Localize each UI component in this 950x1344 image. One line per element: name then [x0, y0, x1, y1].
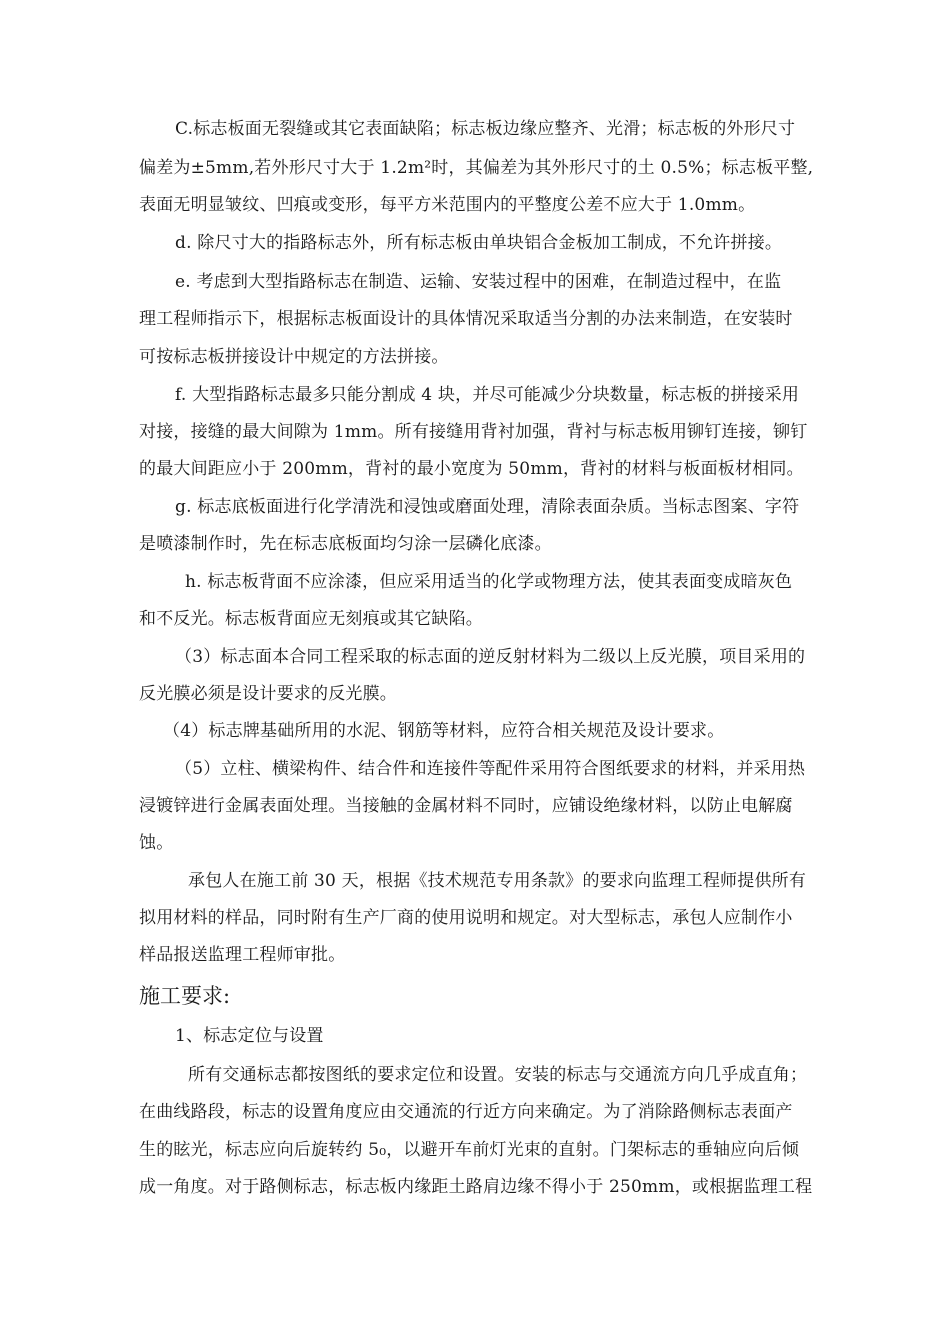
text-line: 拟用材料的样品，同时附有生产厂商的使用说明和规定。对大型标志，承包人应制作小 — [139, 908, 793, 928]
text-line: 在曲线路段，标志的设置角度应由交通流的行近方向来确定。为了消除路侧标志表面产 — [139, 1102, 793, 1122]
text-line: 偏差为±5mm,若外形尺寸大于 1.2m²时，其偏差为其外形尺寸的土 0.5%；标志板平整, — [139, 158, 814, 178]
text-line: 的最大间距应小于 200mm，背衬的最小宽度为 50mm，背衬的材料与板面板材相同。 — [139, 459, 804, 479]
text-line: g. 标志底板面进行化学清洗和浸蚀或磨面处理，清除表面杂质。当标志图案、字符 — [175, 497, 800, 517]
text-line: 浸镀锌进行金属表面处理。当接触的金属材料不同时，应铺设绝缘材料，以防止电解腐 — [139, 796, 793, 816]
text-line: 生的眩光，标志应向后旋转约 5₀，以避开车前灯光束的直射。门架标志的垂轴应向后倾 — [139, 1140, 800, 1160]
text-line: d. 除尺寸大的指路标志外，所有标志板由单块铝合金板加工制成，不允许拼接。 — [175, 233, 783, 253]
text-line: 对接，接缝的最大间隙为 1mm。所有接缝用背衬加强，背衬与标志板用铆钉连接，铆钉 — [139, 422, 808, 442]
text-line: 所有交通标志都按图纸的要求定位和设置。安装的标志与交通流方向几乎成直角； — [188, 1065, 808, 1085]
text-line: （4）标志牌基础所用的水泥、钢筋等材料，应符合相关规范及设计要求。 — [163, 721, 725, 741]
text-line: 理工程师指示下，根据标志板面设计的具体情况采取适当分割的办法来制造，在安装时 — [139, 309, 793, 329]
text-line: 和不反光。标志板背面应无刻痕或其它缺陷。 — [139, 609, 483, 629]
text-line: （5）立柱、横梁构件、结合件和连接件等配件采用符合图纸要求的材料，并采用热 — [175, 759, 806, 779]
text-line: （3）标志面本合同工程采取的标志面的逆反射材料为二级以上反光膜，项目采用的 — [175, 647, 806, 667]
text-line: 成一角度。对于路侧标志，标志板内缘距土路肩边缘不得小于 250mm，或根据监理工程 — [139, 1177, 813, 1197]
text-line: e. 考虑到大型指路标志在制造、运输、安装过程中的困难，在制造过程中，在监 — [175, 272, 782, 292]
text-line: 承包人在施工前 30 天，根据《技术规范专用条款》的要求向监理工程师提供所有 — [188, 871, 807, 891]
text-line: 是喷漆制作时，先在标志底板面均匀涂一层磷化底漆。 — [139, 534, 552, 554]
text-line: f. 大型指路标志最多只能分割成 4 块，并尽可能减少分块数量，标志板的拼接采用 — [175, 385, 800, 405]
section-heading: 施工要求: — [139, 984, 231, 1008]
text-line: h. 标志板背面不应涂漆，但应采用适当的化学或物理方法，使其表面变成暗灰色 — [185, 572, 793, 592]
text-line: 可按标志板拼接设计中规定的方法拼接。 — [139, 347, 449, 367]
subsection-heading: 1、标志定位与设置 — [175, 1026, 324, 1046]
text-line: 反光膜必须是设计要求的反光膜。 — [139, 684, 397, 704]
text-line: C.标志板面无裂缝或其它表面缺陷；标志板边缘应整齐、光滑；标志板的外形尺寸 — [175, 119, 796, 139]
text-line: 表面无明显皱纹、凹痕或变形，每平方米范围内的平整度公差不应大于 1.0mm。 — [139, 195, 756, 215]
text-line: 样品报送监理工程师审批。 — [139, 945, 346, 965]
text-line: 蚀。 — [139, 833, 174, 853]
